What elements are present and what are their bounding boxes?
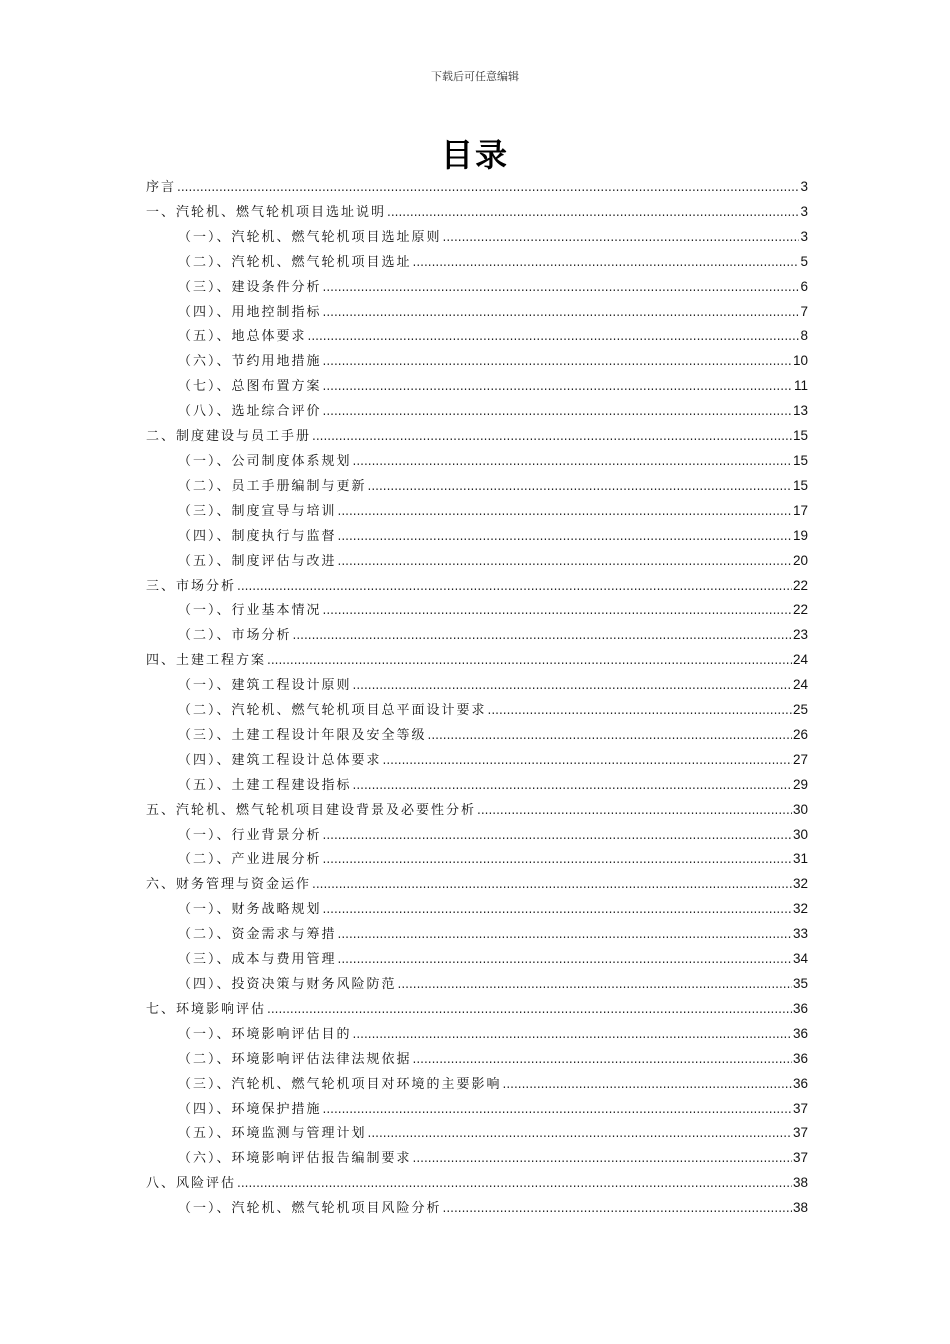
- toc-leader-dots: [323, 374, 793, 399]
- toc-entry-page: 20: [792, 552, 808, 568]
- toc-entry-page: 30: [792, 801, 808, 817]
- toc-leader-dots: [477, 798, 792, 823]
- toc-entry[interactable]: [146, 673, 808, 698]
- toc-entry-label: （六）、环境影响评估报告编制要求: [178, 1151, 412, 1167]
- toc-entry-page: 25: [792, 702, 808, 718]
- toc-entry[interactable]: [146, 225, 808, 250]
- toc-entry-label: （五）、土建工程建设指标: [178, 777, 352, 793]
- toc-leader-dots: [443, 225, 800, 250]
- toc-entry-label: 七、环境影响评估: [146, 1001, 267, 1017]
- toc-leader-dots: [237, 1171, 792, 1196]
- toc-entry-page: 32: [792, 876, 808, 892]
- toc-leader-dots: [503, 1072, 792, 1097]
- toc-entry[interactable]: [146, 623, 808, 648]
- page-title: 目录: [440, 136, 509, 174]
- toc-entry-label: （五）、地总体要求: [178, 329, 307, 345]
- toc-entry-label: （三）、建设条件分析: [178, 279, 322, 295]
- toc-entry-label: （二）、资金需求与筹措: [178, 927, 337, 943]
- toc-entry-page: 37: [792, 1100, 808, 1116]
- toc-entry[interactable]: [146, 499, 808, 524]
- toc-entry-label: 八、风险评估: [146, 1176, 237, 1192]
- toc-entry-label: （一）、汽轮机、燃气轮机项目风险分析: [178, 1201, 442, 1217]
- toc-leader-dots: [338, 549, 792, 574]
- toc-entry-label: 三、市场分析: [146, 578, 237, 594]
- toc-entry[interactable]: [146, 449, 808, 474]
- toc-entry-page: 37: [792, 1150, 808, 1166]
- toc-leader-dots: [353, 449, 792, 474]
- toc-leader-dots: [308, 324, 800, 349]
- toc-entry-page: 24: [792, 652, 808, 668]
- toc-entry[interactable]: [146, 872, 808, 897]
- toc-entry[interactable]: [146, 748, 808, 773]
- toc-leader-dots: [398, 972, 792, 997]
- toc-entry-page: 32: [792, 901, 808, 917]
- toc-entry[interactable]: [146, 1121, 808, 1146]
- toc-entry[interactable]: [146, 399, 808, 424]
- toc-entry[interactable]: [146, 1196, 808, 1221]
- toc-entry[interactable]: [146, 922, 808, 947]
- toc-leader-dots: [323, 598, 792, 623]
- toc-leader-dots: [312, 872, 792, 897]
- toc-leader-dots: [267, 997, 792, 1022]
- toc-entry-page: 22: [792, 602, 808, 618]
- toc-entry-label: （三）、汽轮机、燃气轮机项目对环境的主要影响: [178, 1076, 502, 1092]
- toc-entry[interactable]: [146, 1022, 808, 1047]
- toc-leader-dots: [383, 748, 792, 773]
- toc-leader-dots: [323, 823, 792, 848]
- toc-entry[interactable]: [146, 200, 808, 225]
- toc-leader-dots: [387, 200, 799, 225]
- toc-entry-label: （五）、环境监测与管理计划: [178, 1126, 367, 1142]
- toc-entry[interactable]: [146, 275, 808, 300]
- toc-entry-label: 六、财务管理与资金运作: [146, 877, 312, 893]
- toc-entry-label: （四）、建筑工程设计总体要求: [178, 752, 382, 768]
- toc-entry-label: （三）、土建工程设计年限及安全等级: [178, 727, 427, 743]
- toc-entry[interactable]: [146, 947, 808, 972]
- toc-entry-label: （二）、市场分析: [178, 628, 292, 644]
- toc-entry[interactable]: [146, 1072, 808, 1097]
- toc-entry-page: 33: [792, 926, 808, 942]
- toc-entry-label: （一）、行业基本情况: [178, 603, 322, 619]
- toc-leader-dots: [428, 723, 792, 748]
- toc-entry-label: 四、土建工程方案: [146, 653, 267, 669]
- toc-entry-label: （一）、公司制度体系规划: [178, 453, 352, 469]
- toc-entry-label: （五）、制度评估与改进: [178, 553, 337, 569]
- toc-entry-page: 22: [792, 577, 808, 593]
- toc-entry-page: 29: [792, 776, 808, 792]
- toc-leader-dots: [323, 275, 800, 300]
- toc-entry[interactable]: [146, 798, 808, 823]
- toc-entry[interactable]: [146, 723, 808, 748]
- toc-entry-label: 序言: [146, 180, 177, 195]
- toc-entry-page: 38: [792, 1200, 808, 1216]
- toc-leader-dots: [488, 698, 792, 723]
- toc-entry-page: 10: [792, 353, 808, 369]
- toc-leader-dots: [443, 1196, 792, 1221]
- toc-entry[interactable]: [146, 549, 808, 574]
- toc-leader-dots: [368, 474, 792, 499]
- toc-entry-page: 35: [792, 976, 808, 991]
- toc-leader-dots: [267, 648, 792, 673]
- toc-entry[interactable]: [146, 897, 808, 922]
- toc-entry-page: 3: [800, 228, 808, 244]
- toc-leader-dots: [413, 1146, 792, 1171]
- toc-entry-page: 19: [792, 527, 808, 543]
- toc-entry[interactable]: [146, 823, 808, 848]
- toc-leader-dots: [413, 250, 800, 275]
- toc-entry[interactable]: [146, 972, 808, 997]
- toc-entry[interactable]: [146, 1047, 808, 1072]
- toc-entry[interactable]: [146, 847, 808, 872]
- toc-entry-label: （四）、制度执行与监督: [178, 528, 337, 544]
- toc-leader-dots: [323, 399, 792, 424]
- toc-leader-dots: [338, 499, 792, 524]
- toc-entry[interactable]: [146, 574, 808, 599]
- toc-entry-page: 13: [792, 403, 808, 419]
- table-of-contents: [146, 175, 808, 1221]
- toc-entry[interactable]: [146, 349, 808, 374]
- toc-leader-dots: [338, 922, 792, 947]
- toc-leader-dots: [293, 623, 792, 648]
- toc-entry-label: （一）、汽轮机、燃气轮机项目选址原则: [178, 229, 442, 245]
- toc-leader-dots: [312, 424, 792, 449]
- toc-entry[interactable]: [146, 175, 808, 200]
- toc-entry-label: （四）、用地控制指标: [178, 304, 322, 320]
- toc-entry-page: 37: [792, 1125, 808, 1141]
- toc-entry-page: 23: [792, 627, 808, 643]
- toc-leader-dots: [323, 300, 800, 325]
- toc-entry-page: 26: [792, 726, 808, 742]
- toc-entry-label: （二）、汽轮机、燃气轮机项目选址: [178, 254, 412, 270]
- header-note: 下载后可任意编辑: [431, 70, 519, 83]
- toc-entry-page: 17: [792, 502, 808, 518]
- toc-leader-dots: [323, 1097, 792, 1122]
- toc-entry[interactable]: [146, 474, 808, 499]
- toc-entry[interactable]: [146, 773, 808, 798]
- toc-leader-dots: [353, 773, 792, 798]
- toc-entry-page: 3: [800, 179, 808, 194]
- toc-entry-label: （七）、总图布置方案: [178, 379, 322, 395]
- toc-entry-page: 36: [792, 1025, 808, 1041]
- toc-entry-label: （二）、汽轮机、燃气轮机项目总平面设计要求: [178, 703, 487, 719]
- toc-entry[interactable]: [146, 598, 808, 623]
- toc-entry-page: 7: [800, 303, 808, 319]
- toc-entry[interactable]: [146, 1146, 808, 1171]
- toc-entry-page: 15: [792, 452, 808, 468]
- toc-leader-dots: [323, 847, 792, 872]
- toc-entry-label: （二）、环境影响评估法律法规依据: [178, 1051, 412, 1067]
- toc-entry-label: （二）、产业进展分析: [178, 852, 322, 868]
- toc-entry-label: （四）、环境保护措施: [178, 1101, 322, 1117]
- toc-entry-page: 3: [800, 203, 808, 219]
- toc-leader-dots: [413, 1047, 792, 1072]
- toc-entry[interactable]: [146, 324, 808, 349]
- toc-leader-dots: [353, 673, 792, 698]
- toc-leader-dots: [338, 524, 792, 549]
- toc-entry-label: 五、汽轮机、燃气轮机项目建设背景及必要性分析: [146, 802, 477, 818]
- toc-leader-dots: [338, 947, 792, 972]
- toc-entry[interactable]: [146, 524, 808, 549]
- toc-entry[interactable]: [146, 997, 808, 1022]
- toc-entry-page: 36: [792, 1075, 808, 1091]
- toc-entry-label: （四）、投资决策与财务风险防范: [178, 977, 397, 992]
- toc-entry-page: 15: [792, 428, 808, 444]
- toc-leader-dots: [323, 349, 792, 374]
- toc-entry-page: 34: [792, 951, 808, 967]
- toc-entry-label: 二、制度建设与员工手册: [146, 429, 312, 445]
- toc-entry-label: （一）、环境影响评估目的: [178, 1026, 352, 1042]
- toc-entry-label: （三）、制度宣导与培训: [178, 503, 337, 519]
- toc-entry-page: 6: [800, 278, 808, 294]
- toc-entry-label: （六）、节约用地措施: [178, 354, 322, 370]
- toc-entry-label: 一、汽轮机、燃气轮机项目选址说明: [146, 204, 387, 220]
- toc-entry-page: 36: [792, 1000, 808, 1016]
- toc-entry-page: 38: [792, 1175, 808, 1191]
- toc-entry[interactable]: [146, 648, 808, 673]
- toc-entry-label: （一）、财务战略规划: [178, 902, 322, 918]
- toc-entry-page: 31: [792, 851, 808, 867]
- toc-entry[interactable]: [146, 1097, 808, 1122]
- toc-entry-page: 11: [793, 378, 808, 394]
- toc-leader-dots: [237, 574, 792, 599]
- toc-entry-label: （三）、成本与费用管理: [178, 952, 337, 968]
- toc-entry[interactable]: [146, 300, 808, 325]
- toc-entry-label: （一）、建筑工程设计原则: [178, 678, 352, 694]
- toc-entry-page: 5: [800, 253, 808, 269]
- toc-leader-dots: [177, 175, 799, 200]
- toc-leader-dots: [323, 897, 792, 922]
- toc-leader-dots: [353, 1022, 792, 1047]
- toc-entry-label: （二）、员工手册编制与更新: [178, 478, 367, 494]
- toc-entry[interactable]: [146, 250, 808, 275]
- toc-entry[interactable]: [146, 374, 808, 399]
- toc-entry-page: 30: [792, 826, 808, 842]
- toc-entry-label: （一）、行业背景分析: [178, 827, 322, 843]
- toc-entry-page: 36: [792, 1050, 808, 1066]
- toc-entry-label: （八）、选址综合评价: [178, 404, 322, 420]
- toc-entry[interactable]: [146, 698, 808, 723]
- toc-entry-page: 15: [792, 477, 808, 493]
- toc-entry[interactable]: [146, 424, 808, 449]
- toc-entry[interactable]: [146, 1171, 808, 1196]
- toc-entry-page: 24: [792, 677, 808, 693]
- toc-leader-dots: [368, 1121, 792, 1146]
- toc-entry-page: 27: [792, 751, 808, 767]
- toc-entry-page: 8: [800, 328, 808, 344]
